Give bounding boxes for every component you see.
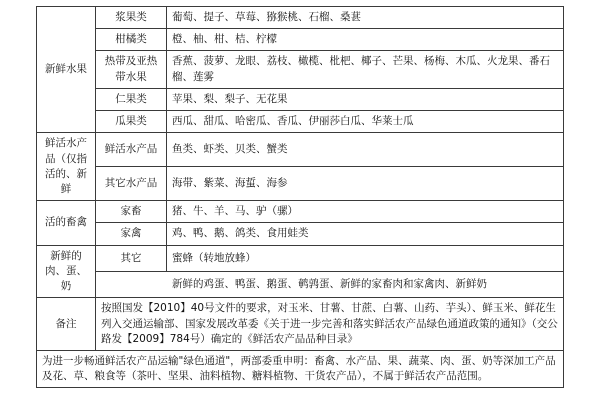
remark-text: 按照国发【2010】40号文件的要求，对玉米、甘薯、甘蔗、白薯、山药、芋头）、鲜玉米、鲜花生列入交通运输部、国家发展改革委《关于进一步完善和落实鲜活农产品绿色通道政策的通知》（交公路发【2009】784号）确定的《鲜活农产品品种目录》 [96,298,564,351]
table-row-remark [37,298,564,351]
category-cell: 鲜活水产品 [96,133,167,167]
category-cell: 其它水产品 [96,167,167,201]
items-cell: 新鲜的鸡蛋、鸭蛋、鹅蛋、鹌鹑蛋、新鲜的家畜肉和家禽肉、新鲜奶 [96,271,564,297]
table-row [37,88,564,110]
table-row [37,167,564,201]
group-cell-fresh-meat: 新鲜的肉、蛋、奶 [37,245,96,298]
items-cell: 香蕉、菠萝、龙眼、荔枝、橄榄、枇杷、椰子、芒果、杨梅、木瓜、火龙果、番石榴、莲雾 [167,51,564,88]
category-cell: 瓜果类 [96,111,167,133]
category-cell: 柑橘类 [96,29,167,51]
items-cell: 鱼类、虾类、贝类、蟹类 [167,133,564,167]
items-cell: 鸡、鸭、鹅、鸽类、食用蛙类 [167,223,564,245]
items-cell: 猪、牛、羊、马、驴（骡） [167,201,564,223]
group-cell-livestock: 活的畜禽 [37,201,96,245]
items-cell: 葡萄、提子、草莓、猕猴桃、石榴、桑葚 [167,7,564,29]
category-cell: 其它 [96,245,167,271]
items-cell: 蜜蜂（转地放蜂） [167,245,564,271]
table-row [37,7,564,29]
group-cell-aquatic: 鲜活水产品（仅指活的、新鲜 [37,133,96,201]
table-row [37,29,564,51]
table-row [37,51,564,88]
footer-note: 为进一步畅通鲜活农产品运输"绿色通道"，两部委重申明：畜禽、水产品、果、蔬菜、肉、蛋、奶等深加工产品及花、草、粮食等（茶叶、坚果、油料植物、糖料植物、干货农产品），不属于鲜活农产品范围。 [37,350,564,387]
rural-products-table [36,6,564,388]
table-row [37,245,564,271]
table-row [37,223,564,245]
group-cell-fresh-fruit: 新鲜水果 [37,7,96,133]
category-cell: 热带及亚热带水果 [96,51,167,88]
category-cell: 家禽 [96,223,167,245]
items-cell: 西瓜、甜瓜、哈密瓜、香瓜、伊丽莎白瓜、华莱士瓜 [167,111,564,133]
items-cell: 海带、紫菜、海蜇、海参 [167,167,564,201]
table-footer-row [37,350,564,387]
items-cell: 苹果、梨、梨子、无花果 [167,88,564,110]
category-cell: 仁果类 [96,88,167,110]
table-row [37,271,564,297]
table-row [37,201,564,223]
remark-label: 备注 [37,298,96,351]
table-row [37,133,564,167]
category-cell: 家畜 [96,201,167,223]
table-row [37,111,564,133]
category-cell: 浆果类 [96,7,167,29]
items-cell: 橙、柚、柑、桔、柠檬 [167,29,564,51]
